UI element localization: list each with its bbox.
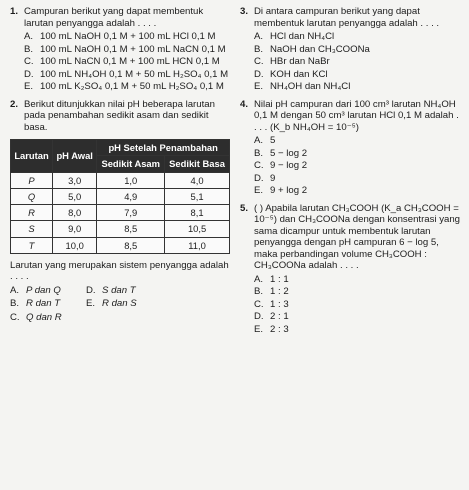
option-a[interactable] <box>254 274 462 286</box>
option-a[interactable] <box>24 31 232 43</box>
cell-larutan: Q <box>11 188 53 204</box>
option-b[interactable] <box>254 286 462 298</box>
option-text: S dan T <box>102 284 136 296</box>
option-text: 5 <box>270 135 276 146</box>
option-label: C. <box>254 56 264 67</box>
option-label: C. <box>254 298 264 310</box>
option-text: 100 mL NaOH 0,1 M + 100 mL NaCN 0,1 M <box>40 43 226 55</box>
option-label: E. <box>254 185 264 196</box>
cell-basa: 10,5 <box>165 221 230 237</box>
option-a[interactable] <box>254 31 462 43</box>
question-2-text: Larutan yang merupakan sistem penyangga adalah . . . . <box>10 259 229 283</box>
question-2-prompt <box>10 260 232 325</box>
header-ph-setelah: pH Setelah Penambahan <box>97 140 230 156</box>
question-stem: ( ) Apabila larutan CH₃COOH (K_a CH₃COOH = 10⁻⁵) dan CH₃COONa dengan konsentrasi yang sama dicampur untuk membentuk larutan penyangga dengan pH campuran 6 − log 5, maka perbandingan volume CH₃COOH : CH₃COONa adalah . . . . <box>254 202 460 271</box>
option-text: 9 + log 2 <box>270 185 308 196</box>
option-text: 2 : 1 <box>270 311 289 322</box>
option-d[interactable] <box>254 173 462 185</box>
cell-asam: 8,5 <box>97 221 165 237</box>
question-5 <box>240 203 462 336</box>
option-text: 9 <box>270 172 276 184</box>
header-sedikit-basa: Sedikit Basa <box>165 156 230 172</box>
option-label: A. <box>24 31 34 42</box>
option-text: 2 : 3 <box>270 323 289 335</box>
option-d[interactable] <box>254 69 462 81</box>
option-text: 5 − log 2 <box>270 147 308 159</box>
option-label: A. <box>254 135 264 146</box>
option-label: C. <box>24 56 34 67</box>
right-column <box>240 6 462 341</box>
option-label: D. <box>254 172 264 184</box>
cell-larutan: S <box>11 221 53 237</box>
option-text: R dan T <box>26 298 61 310</box>
option-label: D. <box>254 68 264 80</box>
option-label: A. <box>254 273 264 285</box>
cell-larutan: T <box>11 237 53 253</box>
option-text: 100 mL NaOH 0,1 M + 100 mL HCl 0,1 M <box>40 31 216 42</box>
table-row <box>11 221 230 237</box>
cell-basa: 4,0 <box>165 172 230 188</box>
option-d[interactable] <box>24 69 232 81</box>
option-d[interactable] <box>86 285 232 297</box>
option-b[interactable] <box>24 44 232 56</box>
option-label: B. <box>254 147 264 159</box>
option-label: E. <box>254 81 264 92</box>
option-c[interactable] <box>254 299 462 311</box>
option-label: C. <box>10 311 20 323</box>
option-text: 1 : 1 <box>270 273 289 285</box>
options-list <box>254 135 462 197</box>
option-text: P dan Q <box>26 284 61 296</box>
option-label: B. <box>254 286 264 297</box>
cell-basa: 8,1 <box>165 205 230 221</box>
option-text: 1 : 2 <box>270 286 289 297</box>
table-row <box>11 188 230 204</box>
cell-larutan: R <box>11 205 53 221</box>
option-text: KOH dan KCl <box>270 68 328 80</box>
option-text: 9 − log 2 <box>270 160 308 171</box>
option-label: C. <box>254 160 264 171</box>
option-c[interactable] <box>254 160 462 172</box>
question-2 <box>10 99 232 134</box>
option-e[interactable] <box>254 185 462 197</box>
option-label: D. <box>24 68 34 80</box>
option-label: B. <box>24 43 34 55</box>
option-text: NH₄OH dan NH₄Cl <box>270 81 351 92</box>
cell-larutan: P <box>11 172 53 188</box>
cell-asam: 4,9 <box>97 188 165 204</box>
option-c[interactable] <box>254 56 462 68</box>
cell-ph-awal: 3,0 <box>53 172 97 188</box>
option-a[interactable] <box>10 285 86 297</box>
option-e[interactable] <box>254 324 462 336</box>
option-label: D. <box>86 284 96 296</box>
option-text: 100 mL K₂SO₄ 0,1 M + 50 mL H₂SO₄ 0,1 M <box>40 81 224 92</box>
option-text: 100 mL NH₄OH 0,1 M + 50 mL H₂SO₄ 0,1 M <box>40 68 229 80</box>
left-column <box>10 6 232 330</box>
option-b[interactable] <box>254 148 462 160</box>
cell-ph-awal: 5,0 <box>53 188 97 204</box>
option-b[interactable] <box>254 44 462 56</box>
option-label: E. <box>86 298 96 310</box>
question-stem: Berikut ditunjukkan nilai pH beberapa larutan pada penambahan sedikit asam dan sedikit basa. <box>24 98 215 133</box>
options-list <box>24 31 232 93</box>
cell-ph-awal: 9,0 <box>53 221 97 237</box>
option-text: R dan S <box>102 298 137 310</box>
option-label: A. <box>10 284 20 296</box>
question-1 <box>10 6 232 93</box>
header-larutan: Larutan <box>11 140 53 173</box>
option-c[interactable] <box>10 312 86 324</box>
question-number: 2. <box>10 98 19 110</box>
cell-ph-awal: 8,0 <box>53 205 97 221</box>
cell-basa: 5,1 <box>165 188 230 204</box>
question-4 <box>240 99 462 197</box>
cell-asam: 7,9 <box>97 205 165 221</box>
cell-asam: 8,5 <box>97 237 165 253</box>
option-label: E. <box>24 81 34 92</box>
option-e[interactable] <box>254 81 462 93</box>
options-grid <box>10 285 232 325</box>
option-text: 100 mL NaCN 0,1 M + 100 mL HCN 0,1 M <box>40 56 220 67</box>
table-row <box>11 172 230 188</box>
question-number: 3. <box>240 6 249 17</box>
option-a[interactable] <box>254 135 462 147</box>
header-ph-awal: pH Awal <box>53 140 97 173</box>
option-text: 1 : 3 <box>270 298 289 310</box>
cell-asam: 1,0 <box>97 172 165 188</box>
question-3 <box>240 6 462 93</box>
cell-basa: 11,0 <box>165 237 230 253</box>
question-number: 1. <box>10 6 19 17</box>
question-stem: Campuran berikut yang dapat membentuk larutan penyangga adalah . . . . <box>24 6 204 29</box>
option-label: A. <box>254 31 264 42</box>
options-list <box>254 31 462 93</box>
option-c[interactable] <box>24 56 232 68</box>
option-text: HCl dan NH₄Cl <box>270 31 335 42</box>
option-b[interactable] <box>10 298 86 310</box>
option-e[interactable] <box>24 81 232 93</box>
option-text: Q dan R <box>26 311 62 323</box>
ph-table <box>10 139 230 254</box>
option-label: B. <box>10 298 20 310</box>
option-label: B. <box>254 43 264 55</box>
question-stem: Nilai pH campuran dari 100 cm³ larutan NH₄OH 0,1 M dengan 50 cm³ larutan HCl 0,1 M adalah . . . . (K_b NH₄OH = 10⁻⁵) <box>254 98 459 133</box>
option-label: D. <box>254 311 264 322</box>
cell-ph-awal: 10,0 <box>53 237 97 253</box>
table-row <box>11 205 230 221</box>
question-number: 4. <box>240 98 249 110</box>
option-text: HBr dan NaBr <box>270 56 330 67</box>
option-d[interactable] <box>254 311 462 323</box>
question-number: 5. <box>240 202 249 214</box>
option-e[interactable] <box>86 298 232 310</box>
option-label: E. <box>254 323 264 335</box>
options-list <box>254 274 462 336</box>
table-row <box>11 237 230 253</box>
header-sedikit-asam: Sedikit Asam <box>97 156 165 172</box>
question-stem: Di antara campuran berikut yang dapat membentuk larutan penyangga adalah . . . . <box>254 6 440 29</box>
option-text: NaOH dan CH₃COONa <box>270 43 370 55</box>
